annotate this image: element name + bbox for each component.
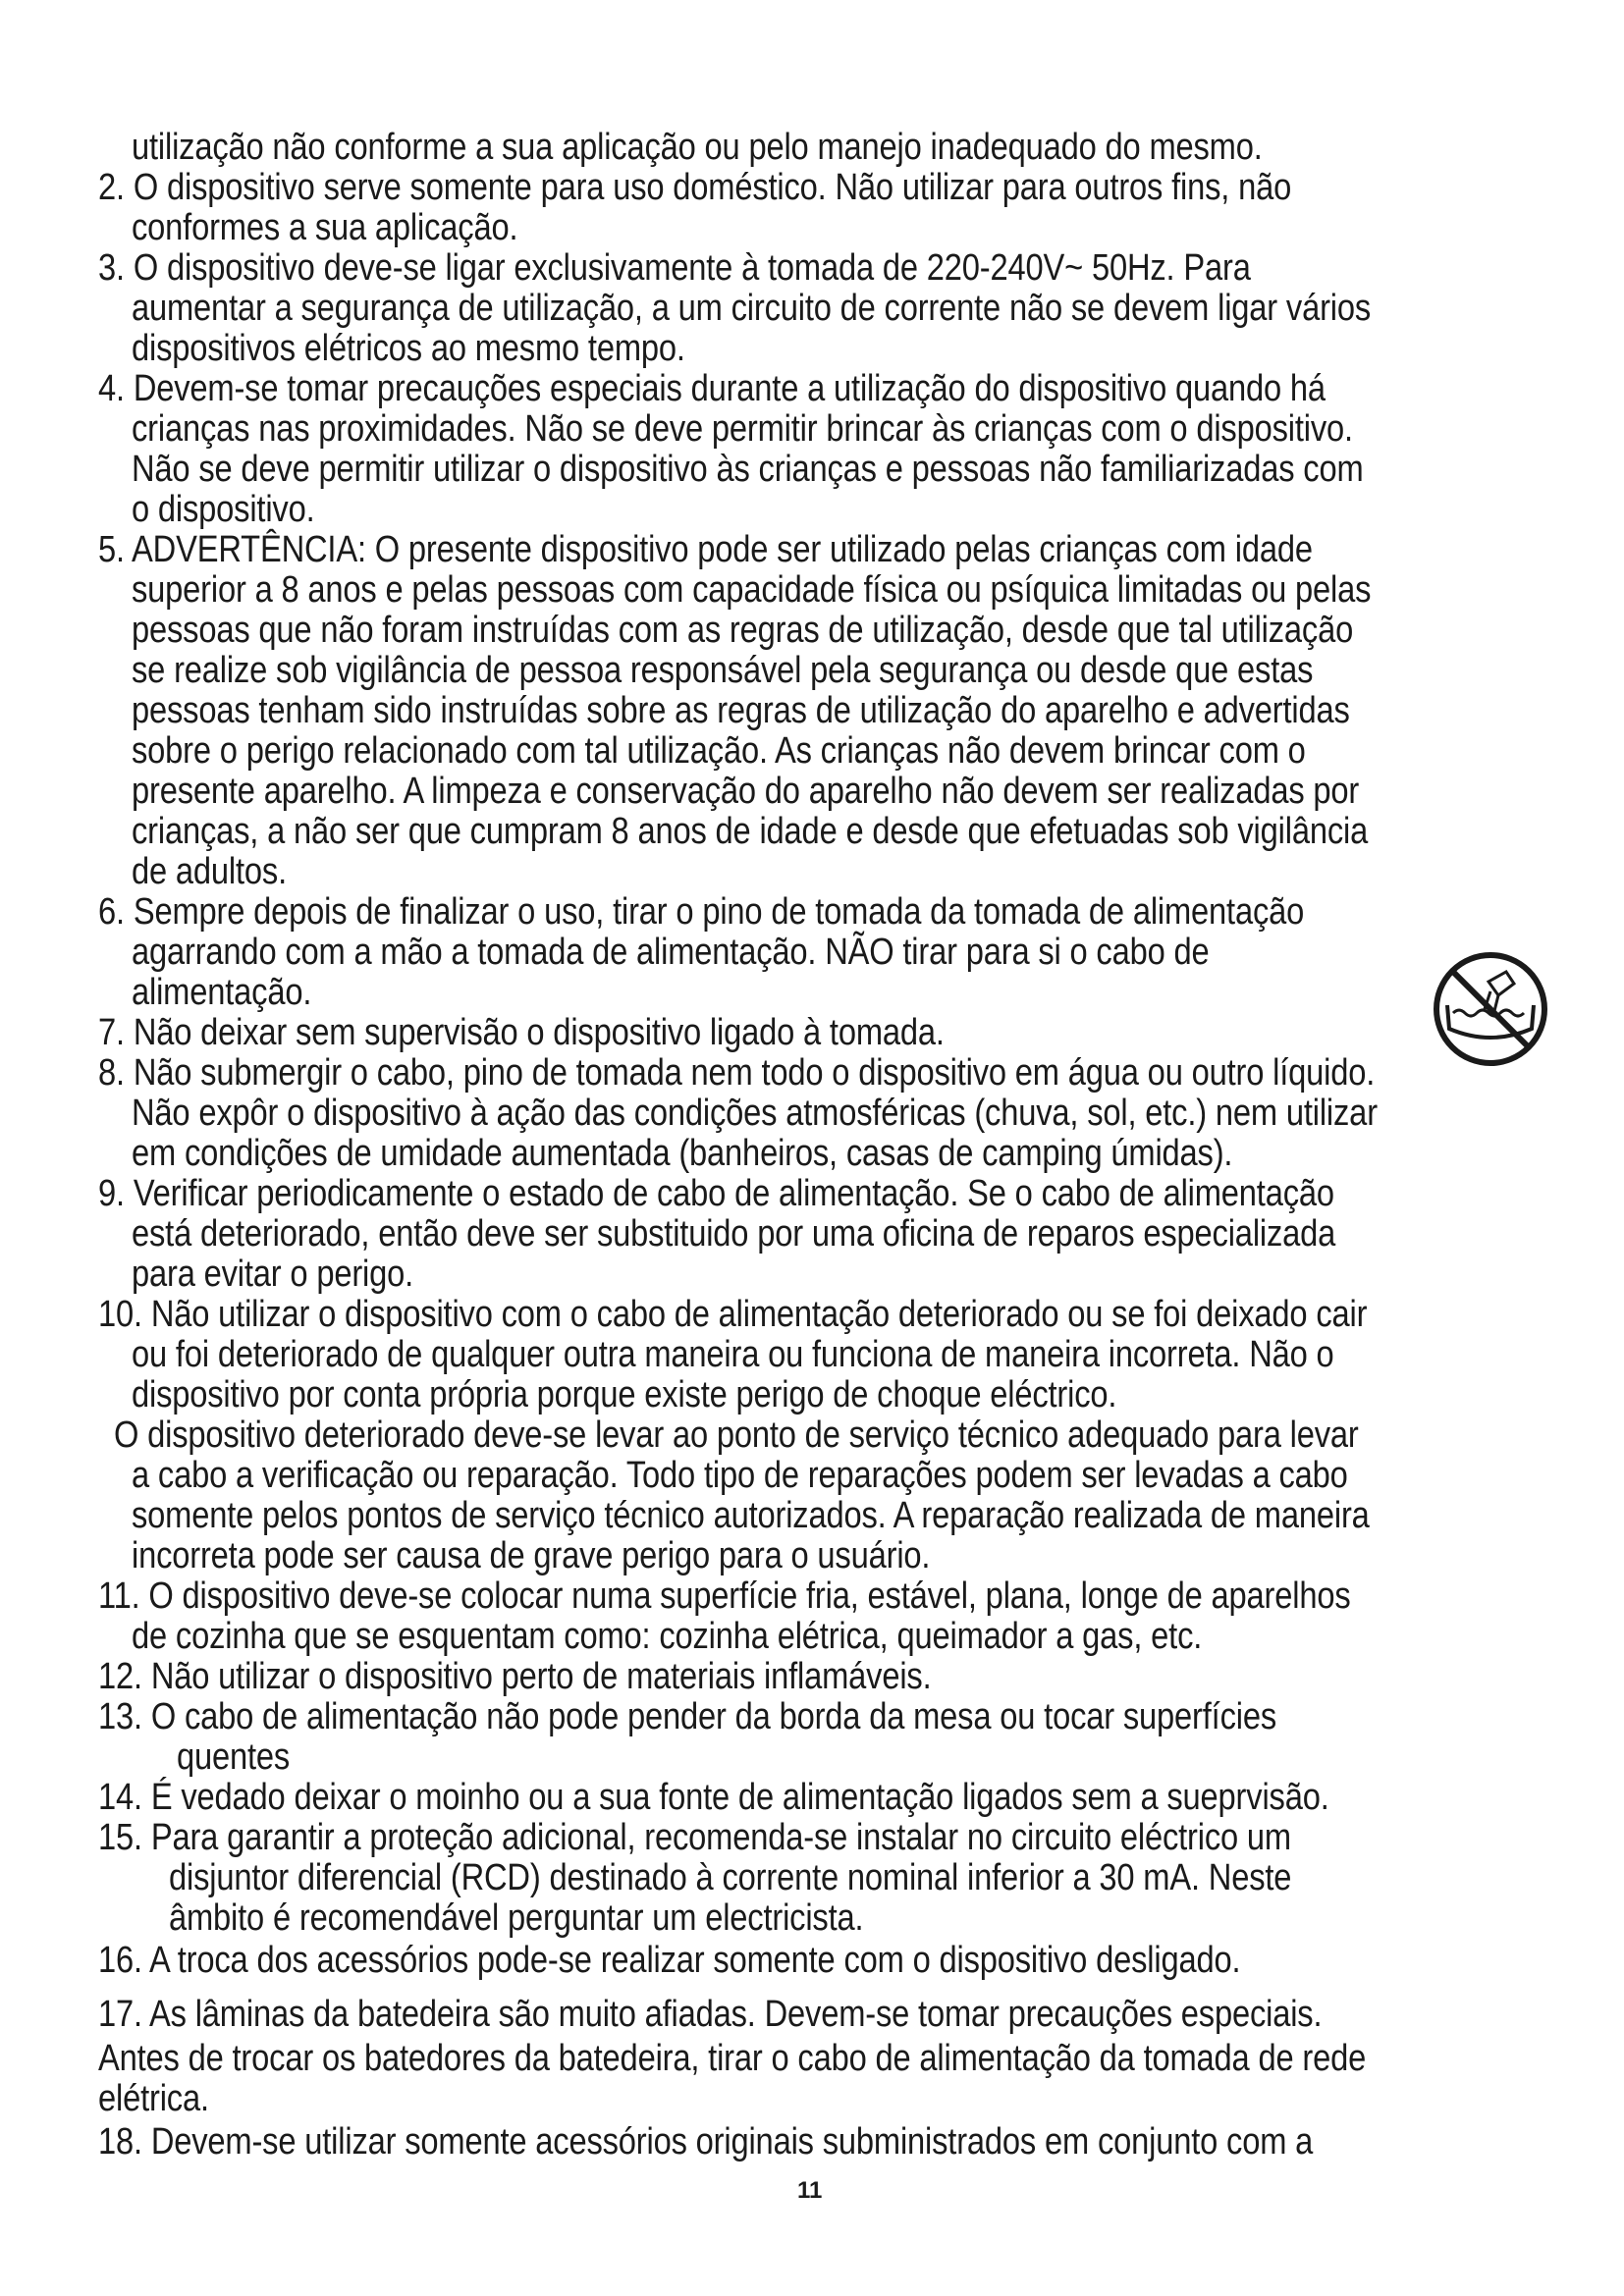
page-number: 11 <box>797 2177 823 2204</box>
text-line: o dispositivo. <box>132 489 315 530</box>
text-line: Antes de trocar os batedores da batedeira, tirar o cabo de alimentação da tomada de rede <box>98 2038 1367 2079</box>
text-line: alimentação. <box>132 972 312 1013</box>
text-line: 16. A troca dos acessórios pode-se realizar somente com o dispositivo desligado. <box>98 1940 1241 1981</box>
text-line: elétrica. <box>98 2078 209 2119</box>
text-line: Não se deve permitir utilizar o dispositivo às crianças e pessoas não familiarizadas com <box>132 449 1364 490</box>
text-line: 7. Não deixar sem supervisão o dispositivo ligado à tomada. <box>98 1012 945 1053</box>
text-line: de cozinha que se esquentam como: cozinha elétrica, queimador a gas, etc. <box>132 1616 1203 1657</box>
text-line: para evitar o perigo. <box>132 1254 414 1295</box>
text-line: ou foi deteriorado de qualquer outra maneira ou funciona de maneira incorreta. Não o <box>132 1334 1334 1375</box>
text-line: Não expôr o dispositivo à ação das condições atmosféricas (chuva, sol, etc.) nem utilizar <box>132 1093 1378 1134</box>
text-line: crianças nas proximidades. Não se deve permitir brincar às crianças com o dispositivo. <box>132 408 1353 450</box>
text-line: 6. Sempre depois de finalizar o uso, tirar o pino de tomada da tomada de alimentação <box>98 891 1305 933</box>
text-line: 9. Verificar periodicamente o estado de cabo de alimentação. Se o cabo de alimentação <box>98 1173 1334 1214</box>
text-line: sobre o perigo relacionado com tal utilização. As crianças não devem brincar com o <box>132 730 1306 772</box>
text-line: dispositivos elétricos ao mesmo tempo. <box>132 328 685 369</box>
text-line: utilização não conforme a sua aplicação ou pelo manejo inadequado do mesmo. <box>132 127 1263 168</box>
text-line: 11. O dispositivo deve-se colocar numa superfície fria, estável, plana, longe de aparelhos <box>98 1575 1351 1617</box>
text-line: aumentar a segurança de utilização, a um circuito de corrente não se devem ligar vários <box>132 288 1372 329</box>
text-line: de adultos. <box>132 851 287 892</box>
text-line: 18. Devem-se utilizar somente acessórios originais subministrados em conjunto com a <box>98 2121 1314 2163</box>
text-line: pessoas tenham sido instruídas sobre as regras de utilização do aparelho e advertidas <box>132 690 1350 731</box>
text-line: agarrando com a mão a tomada de alimentação. NÃO tirar para si o cabo de <box>132 932 1210 973</box>
text-line: disjuntor diferencial (RCD) destinado à corrente nominal inferior a 30 mA. Neste <box>169 1857 1292 1898</box>
text-line: somente pelos pontos de serviço técnico autorizados. A reparação realizada de maneira <box>132 1495 1370 1536</box>
text-line: 3. O dispositivo deve-se ligar exclusivamente à tomada de 220-240V~ 50Hz. Para <box>98 247 1251 289</box>
text-line: 2. O dispositivo serve somente para uso doméstico. Não utilizar para outros fins, não <box>98 167 1292 208</box>
no-water-immersion-icon <box>1430 948 1551 1070</box>
text-line: quentes <box>177 1736 291 1778</box>
text-line: 14. É vedado deixar o moinho ou a sua fonte de alimentação ligados sem a sueprvisão. <box>98 1777 1329 1818</box>
text-line: superior a 8 anos e pelas pessoas com capacidade física ou psíquica limitadas ou pelas <box>132 569 1372 611</box>
text-line: O dispositivo deteriorado deve-se levar ao ponto de serviço técnico adequado para levar <box>114 1415 1359 1456</box>
text-line: presente aparelho. A limpeza e conservação do aparelho não devem ser realizadas por <box>132 771 1360 812</box>
text-line: crianças, a não ser que cumpram 8 anos de idade e desde que efetuadas sob vigilância <box>132 811 1369 852</box>
text-line: 13. O cabo de alimentação não pode pender da borda da mesa ou tocar superfícies <box>98 1696 1277 1737</box>
text-line: dispositivo por conta própria porque existe perigo de choque eléctrico. <box>132 1374 1117 1415</box>
text-line: está deteriorado, então deve ser substituido por uma oficina de reparos especializada <box>132 1213 1336 1255</box>
text-line: 8. Não submergir o cabo, pino de tomada nem todo o dispositivo em água ou outro líquido. <box>98 1052 1376 1094</box>
text-line: âmbito é recomendável perguntar um electricista. <box>169 1897 864 1939</box>
text-line: 5. ADVERTÊNCIA: O presente dispositivo pode ser utilizado pelas crianças com idade <box>98 529 1313 570</box>
text-line: 4. Devem-se tomar precauções especiais durante a utilização do dispositivo quando há <box>98 368 1326 409</box>
text-line: 17. As lâminas da batedeira são muito afiadas. Devem-se tomar precauções especiais. <box>98 1994 1323 2035</box>
text-line: em condições de umidade aumentada (banheiros, casas de camping úmidas). <box>132 1133 1233 1174</box>
text-line: a cabo a verificação ou reparação. Todo tipo de reparações podem ser levadas a cabo <box>132 1455 1348 1496</box>
text-line: 15. Para garantir a proteção adicional, recomenda-se instalar no circuito eléctrico um <box>98 1817 1291 1858</box>
text-line: pessoas que não foram instruídas com as regras de utilização, desde que tal utilização <box>132 610 1354 651</box>
text-line: 12. Não utilizar o dispositivo perto de materiais inflamáveis. <box>98 1656 932 1697</box>
text-line: 10. Não utilizar o dispositivo com o cabo de alimentação deteriorado ou se foi deixado cair <box>98 1294 1368 1335</box>
text-line: se realize sob vigilância de pessoa responsável pela segurança ou desde que estas <box>132 650 1314 691</box>
text-line: incorreta pode ser causa de grave perigo para o usuário. <box>132 1535 931 1576</box>
text-line: conformes a sua aplicação. <box>132 207 518 248</box>
